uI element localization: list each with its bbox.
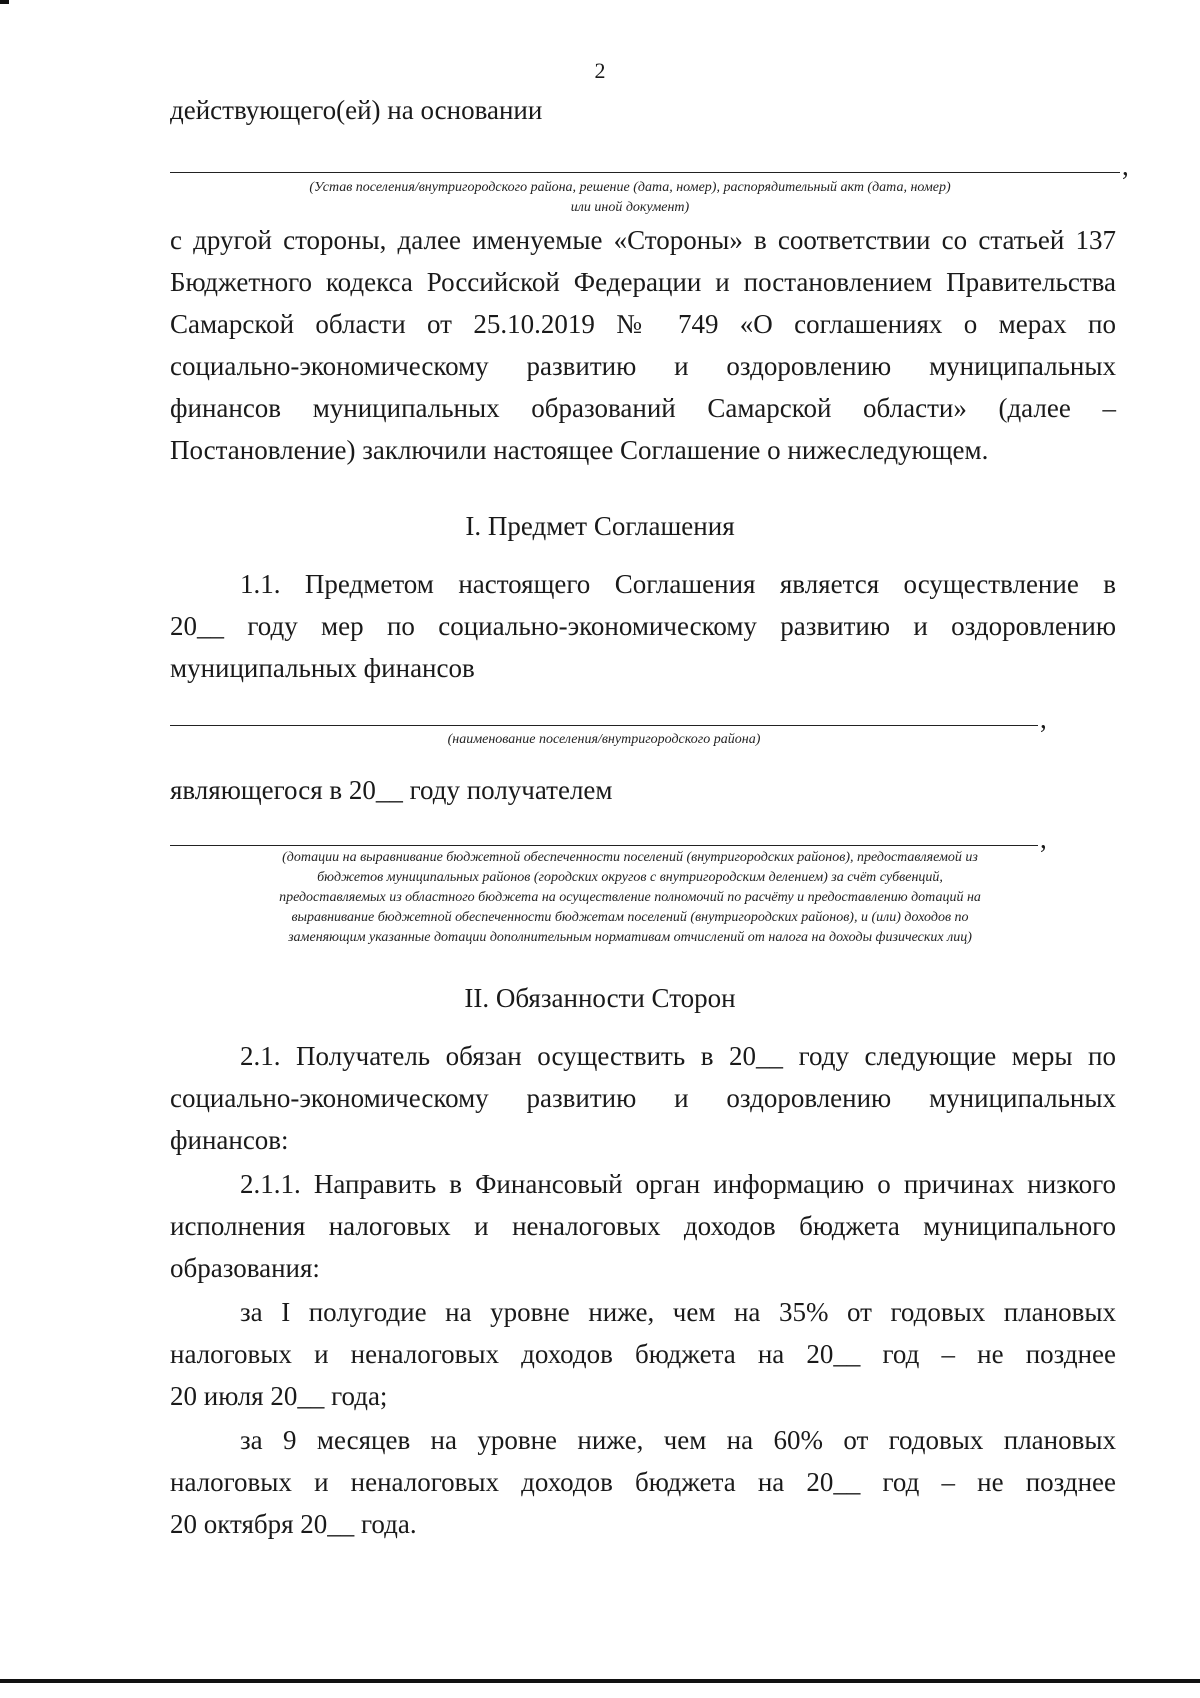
p21-line-1: 2.1. Получатель обязан осуществить в 20__ году следующие меры по — [240, 1041, 1116, 1071]
half-year-line-2: налоговых и неналоговых доходов бюджета на 20__ год – не позднее — [170, 1339, 1116, 1369]
section-1-p1-line-3: муниципальных финансов — [170, 653, 475, 683]
section-1-title: I. Предмет Соглашения — [465, 511, 735, 541]
preamble-line-4: социально-экономическому развитию и оздоровлению муниципальных — [170, 351, 1116, 381]
scan-corner-mark — [0, 0, 9, 4]
nine-months-line-3: 20 октября 20__ года. — [170, 1509, 417, 1539]
settlement-name-comma: , — [1040, 704, 1047, 734]
section-1-p1-line-2: 20__ году мер по социально-экономическому развитию и оздоровлению — [170, 611, 1116, 641]
section-1-p1-line-1: 1.1. Предметом настоящего Соглашения является осуществление в — [240, 569, 1116, 599]
page-number: 2 — [594, 58, 606, 83]
basis-comma: , — [1122, 151, 1129, 181]
section-2-title: II. Обязанности Сторон — [464, 983, 736, 1013]
grant-note-line-1: (дотации на выравнивание бюджетной обеспеченности поселений (внутригородских районов), предоставляемой из — [282, 850, 978, 865]
p211-line-1: 2.1.1. Направить в Финансовый орган информацию о причинах низкого — [240, 1169, 1116, 1199]
preamble-line-3: Самарской области от 25.10.2019 № 749 «О соглашениях о мерах по — [170, 309, 1116, 339]
p211-line-2: исполнения налоговых и неналоговых доходов бюджета муниципального — [170, 1211, 1116, 1241]
nine-months-line-1: за 9 месяцев на уровне ниже, чем на 60% от годовых плановых — [240, 1425, 1116, 1455]
preamble-line-5: финансов муниципальных образований Самарской области» (далее – — [170, 393, 1116, 423]
preamble-line-2: Бюджетного кодекса Российской Федерации и постановлением Правительства — [170, 267, 1116, 297]
grant-note-line-3: предоставляемых из областного бюджета на осуществление полномочий по расчёту и предоставлению дотаций на — [279, 890, 981, 905]
settlement-name-note: (наименование поселения/внутригородского района) — [447, 732, 761, 747]
settlement-name-fill-line — [170, 725, 1038, 726]
recipient-line: являющегося в 20__ году получателем — [170, 775, 613, 805]
acting-basis-text: действующего(ей) на основании — [170, 95, 543, 125]
grant-note-line-2: бюджетов муниципальных районов (городских округов с внутригородским делением) за счёт субвенций, — [317, 870, 943, 885]
p21-line-3: финансов: — [170, 1125, 289, 1155]
p21-line-2: социально-экономическому развитию и оздоровлению муниципальных — [170, 1083, 1116, 1113]
scan-bottom-edge — [0, 1679, 1200, 1683]
half-year-line-1: за I полугодие на уровне ниже, чем на 35% от годовых плановых — [240, 1297, 1116, 1327]
basis-note-line-1: (Устав поселения/внутригородского района, решение (дата, номер), распорядительный акт (дата, номер) — [309, 180, 951, 195]
half-year-line-3: 20 июля 20__ года; — [170, 1381, 388, 1411]
grant-comma: , — [1040, 824, 1047, 854]
p211-line-3: образования: — [170, 1253, 320, 1283]
basis-note-line-2: или иной документ) — [570, 200, 690, 215]
basis-fill-line — [170, 172, 1120, 173]
preamble-line-6: Постановление) заключили настоящее Соглашение о нижеследующем. — [170, 435, 989, 465]
preamble-line-1: с другой стороны, далее именуемые «Стороны» в соответствии со статьей 137 — [170, 225, 1116, 255]
grant-fill-line — [170, 845, 1038, 846]
grant-note-line-5: заменяющим указанные дотации дополнительным нормативам отчислений от налога на доходы физических лиц) — [288, 930, 972, 945]
grant-note-line-4: выравнивание бюджетной обеспеченности бюджетам поселений (внутригородских районов), и (или) доходов по — [291, 910, 969, 925]
nine-months-line-2: налоговых и неналоговых доходов бюджета на 20__ год – не позднее — [170, 1467, 1116, 1497]
